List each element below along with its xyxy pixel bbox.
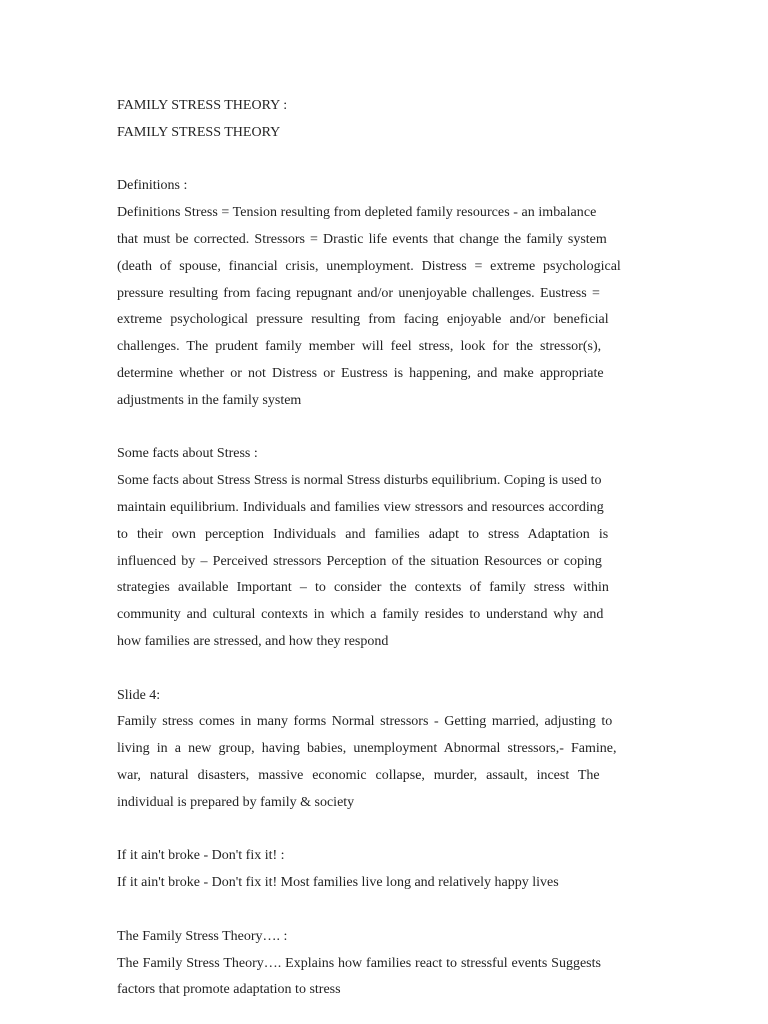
body-line: maintain equilibrium. Individuals and families view stressors and resources according xyxy=(117,499,604,515)
section-if-it-aint-broke xyxy=(117,843,652,897)
section-family-stress-theory xyxy=(117,924,652,1004)
document-subtitle: FAMILY STRESS THEORY xyxy=(117,124,281,140)
spacer xyxy=(117,147,652,174)
body-line: to their own perception Individuals and families adapt to stress Adaptation is xyxy=(117,526,609,542)
section-body xyxy=(117,870,652,897)
body-line: living in a new group, having babies, unemployment Abnormal stressors,- Famine, xyxy=(117,741,617,757)
body-line: how families are stressed, and how they respond xyxy=(117,633,389,649)
body-line: The Family Stress Theory…. Explains how families react to stressful events Suggests xyxy=(117,955,601,971)
section-heading: Definitions : xyxy=(117,178,188,194)
section-body xyxy=(117,200,652,414)
body-line: determine whether or not Distress or Eustress is happening, and make appropriate xyxy=(117,365,604,381)
body-line: influenced by – Perceived stressors Perception of the situation Resources or coping xyxy=(117,553,602,569)
body-line: strategies available Important – to consider the contexts of family stress within xyxy=(117,580,609,596)
section-body xyxy=(117,468,652,656)
section-slide-4 xyxy=(117,683,652,817)
body-line: adjustments in the family system xyxy=(117,392,302,408)
spacer xyxy=(117,817,652,844)
body-line: challenges. The prudent family member will feel stress, look for the stressor(s), xyxy=(117,339,602,355)
section-heading: Slide 4: xyxy=(117,687,161,703)
section-body xyxy=(117,709,652,816)
spacer xyxy=(117,897,652,924)
document-page xyxy=(117,93,652,1004)
body-line: individual is prepared by family & society xyxy=(117,794,355,810)
section-stress-facts xyxy=(117,441,652,655)
section-definitions xyxy=(117,173,652,414)
spacer xyxy=(117,415,652,442)
section-body xyxy=(117,951,652,1005)
body-line: (death of spouse, financial crisis, unemployment. Distress = extreme psychological xyxy=(117,258,621,274)
body-line: war, natural disasters, massive economic collapse, murder, assault, incest The xyxy=(117,767,600,783)
body-line: extreme psychological pressure resulting from facing enjoyable and/or beneficial xyxy=(117,312,609,328)
body-line: Some facts about Stress Stress is normal Stress disturbs equilibrium. Coping is used to xyxy=(117,473,602,489)
body-line: that must be corrected. Stressors = Drastic life events that change the family system xyxy=(117,231,607,247)
section-heading: The Family Stress Theory…. : xyxy=(117,928,288,944)
body-line: Definitions Stress = Tension resulting from depleted family resources - an imbalance xyxy=(117,205,597,221)
section-heading: If it ain't broke - Don't fix it! : xyxy=(117,848,285,864)
body-line: factors that promote adaptation to stress xyxy=(117,982,341,998)
document-title: FAMILY STRESS THEORY : xyxy=(117,98,288,113)
body-line: If it ain't broke - Don't fix it! Most families live long and relatively happy lives xyxy=(117,875,559,891)
section-heading: Some facts about Stress : xyxy=(117,446,258,462)
body-line: pressure resulting from facing repugnant and/or unenjoyable challenges. Eustress = xyxy=(117,285,600,301)
body-line: community and cultural contexts in which a family resides to understand why and xyxy=(117,607,604,623)
spacer xyxy=(117,656,652,683)
body-line: Family stress comes in many forms Normal stressors - Getting married, adjusting to xyxy=(117,714,613,730)
